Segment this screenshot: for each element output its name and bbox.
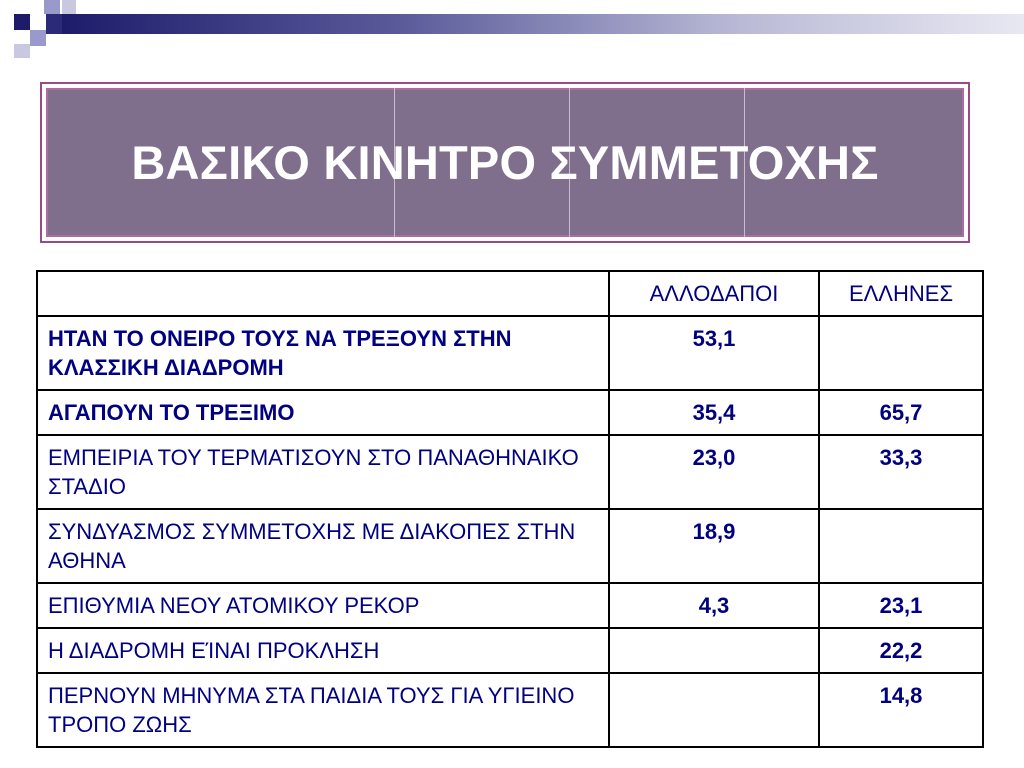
cell-greeks: 23,1 [819, 583, 983, 628]
cell-foreigners: 4,3 [609, 583, 819, 628]
row-label: ΗΤΑΝ ΤΟ ΟΝΕΙΡΟ ΤΟΥΣ ΝΑ ΤΡΕΞΟΥΝ ΣΤΗΝ ΚΛΑΣΣΙΚΗ ΔΙΑΔΡΟΜΗ [37, 316, 609, 390]
header-cell-greeks: ΕΛΛΗΝΕΣ [819, 271, 983, 316]
decorative-square [14, 44, 30, 58]
cell-foreigners [609, 628, 819, 673]
cell-greeks [819, 509, 983, 583]
cell-foreigners: 18,9 [609, 509, 819, 583]
row-label: ΕΜΠΕΙΡΙΑ ΤΟΥ ΤΕΡΜΑΤΙΣΟΥΝ ΣΤΟ ΠΑΝΑΘΗΝΑΙΚΟ ΣΤΑΔΙΟ [37, 435, 609, 509]
table-row [37, 390, 983, 435]
cell-foreigners [609, 673, 819, 747]
cell-foreigners: 35,4 [609, 390, 819, 435]
table-row [37, 435, 983, 509]
cell-greeks: 65,7 [819, 390, 983, 435]
decorative-square [62, 0, 76, 14]
table-row [37, 673, 983, 747]
row-label: ΣΥΝΔΥΑΣΜΟΣ ΣΥΜΜΕΤΟΧΗΣ ΜΕ ΔΙΑΚΟΠΕΣ ΣΤΗΝ ΑΘΗΝΑ [37, 509, 609, 583]
cell-foreigners: 53,1 [609, 316, 819, 390]
row-label: ΠΕΡΝΟΥΝ ΜΗΝΥΜΑ ΣΤΑ ΠΑΙΔΙΑ ΤΟΥΣ ΓΙΑ ΥΓΙΕΙΝΟ ΤΡΟΠΟ ΖΩΗΣ [37, 673, 609, 747]
table-row [37, 628, 983, 673]
slide-title: ΒΑΣΙΚΟ ΚΙΝΗΤΡΟ ΣΥΜΜΕΤΟΧΗΣ [131, 136, 879, 189]
row-label: ΕΠΙΘΥΜΙΑ ΝΕΟΥ ΑΤΟΜΙΚΟΥ ΡΕΚΟΡ [37, 583, 609, 628]
cell-foreigners: 23,0 [609, 435, 819, 509]
table-row [37, 509, 983, 583]
decorative-square [14, 14, 30, 30]
cell-greeks: 14,8 [819, 673, 983, 747]
cell-greeks: 22,2 [819, 628, 983, 673]
row-label: Η ΔΙΑΔΡΟΜΗ ΕΊΝΑΙ ΠΡΟΚΛΗΣΗ [37, 628, 609, 673]
table-row [37, 316, 983, 390]
top-gradient-bar [62, 14, 1024, 34]
decorative-square [46, 14, 62, 34]
decorative-square [44, 0, 60, 14]
motivation-table [36, 270, 984, 748]
table-header-row [37, 271, 983, 316]
row-label: ΑΓΑΠΟΥΝ ΤΟ ΤΡΕΞΙΜΟ [37, 390, 609, 435]
table-row [37, 583, 983, 628]
header-cell-foreigners: ΑΛΛΟΔΑΠΟΙ [609, 271, 819, 316]
cell-greeks [819, 316, 983, 390]
decorative-square [30, 30, 46, 46]
cell-greeks: 33,3 [819, 435, 983, 509]
header-cell-empty [37, 271, 609, 316]
